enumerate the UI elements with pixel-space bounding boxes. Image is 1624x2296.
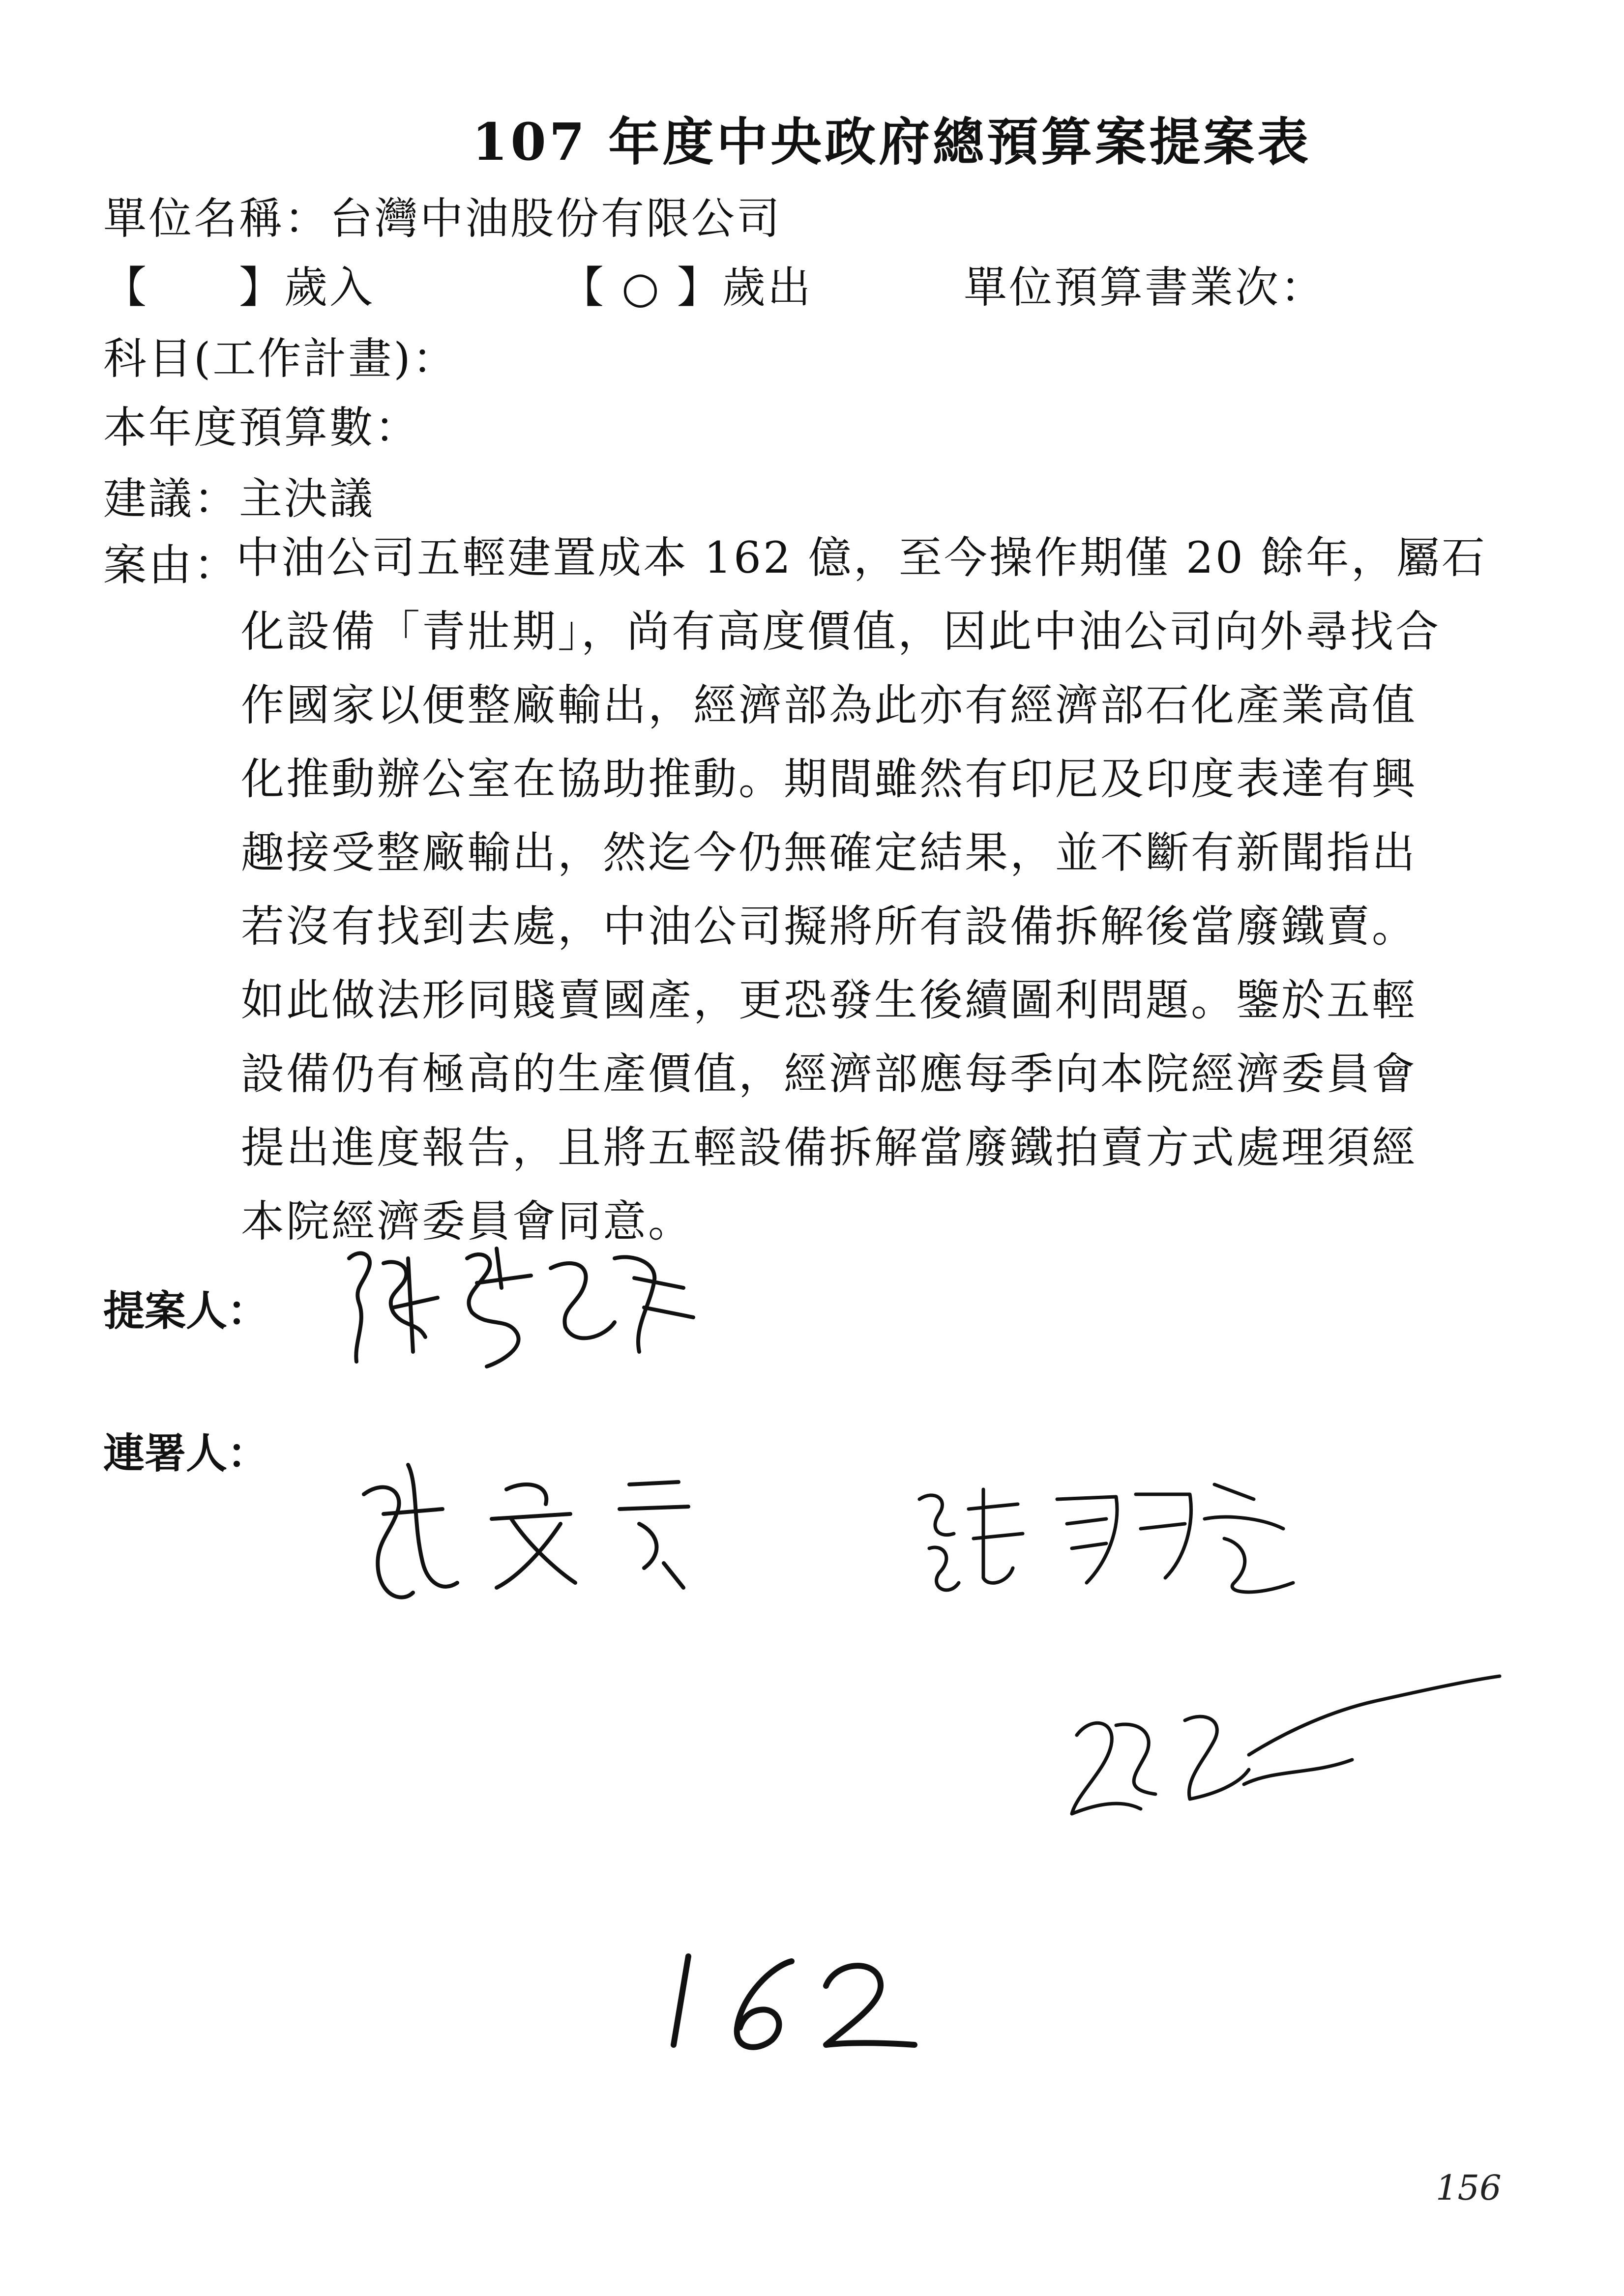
cosigner-signature (910, 1470, 1313, 1617)
subject-label: 科目(工作計畫)： (103, 333, 458, 384)
expense-checkbox: 【 ○ 】歲出 (561, 262, 813, 313)
reason-line: 設備仍有極高的生產價值，經濟部應每季向本院經濟委員會 (241, 1048, 1417, 1099)
handwritten-number (659, 1942, 934, 2069)
unit-name: 單位名稱：台灣中油股份有限公司 (103, 193, 782, 244)
reason-line: 中油公司五輕建置成本 162 億，至今操作期僅 20 餘年，屬石 (236, 532, 1487, 583)
revenue-checkbox: 【 】歲入 (103, 262, 375, 313)
reason-line: 提出進度報告，且將五輕設備拆解當廢鐵拍賣方式處理須經 (241, 1122, 1417, 1173)
reason-line: 本院經濟委員會同意。 (241, 1196, 694, 1247)
suggestion: 建議：主決議 (103, 473, 375, 524)
budget-amount-label: 本年度預算數： (103, 402, 420, 453)
form-title: 107 年度中央政府總預算案提案表 (472, 112, 1312, 172)
page-number: 156 (1436, 2168, 1502, 2208)
reason-line: 趣接受整廠輸出，然迄今仍無確定結果，並不斷有新聞指出 (241, 827, 1417, 878)
proposer-signature (339, 1229, 713, 1386)
reason-body (236, 531, 1624, 1268)
proposer-label: 提案人： (103, 1287, 269, 1335)
reason-line: 如此做法形同賤賣國產，更恐發生後續圖利問題。鑒於五輕 (241, 975, 1417, 1025)
reason-label: 案由： (103, 540, 239, 590)
cosigner-label: 連署人： (103, 1429, 269, 1478)
reason-line: 作國家以便整廠輸出，經濟部為此亦有經濟部石化產業高值 (241, 680, 1417, 730)
cosigner-signature (1057, 1671, 1514, 1848)
cosigner-signature (344, 1435, 747, 1622)
reason-line: 化設備「青壯期」，尚有高度價值，因此中油公司向外尋找合 (241, 606, 1441, 657)
category-row (103, 253, 1480, 313)
reason-line: 若沒有找到去處，中油公司擬將所有設備拆解後當廢鐵賣。 (241, 901, 1417, 952)
reason-line: 化推動辦公室在協助推動。期間雖然有印尼及印度表達有興 (241, 754, 1417, 804)
budget-item-label: 單位預算書業次： (964, 262, 1326, 313)
